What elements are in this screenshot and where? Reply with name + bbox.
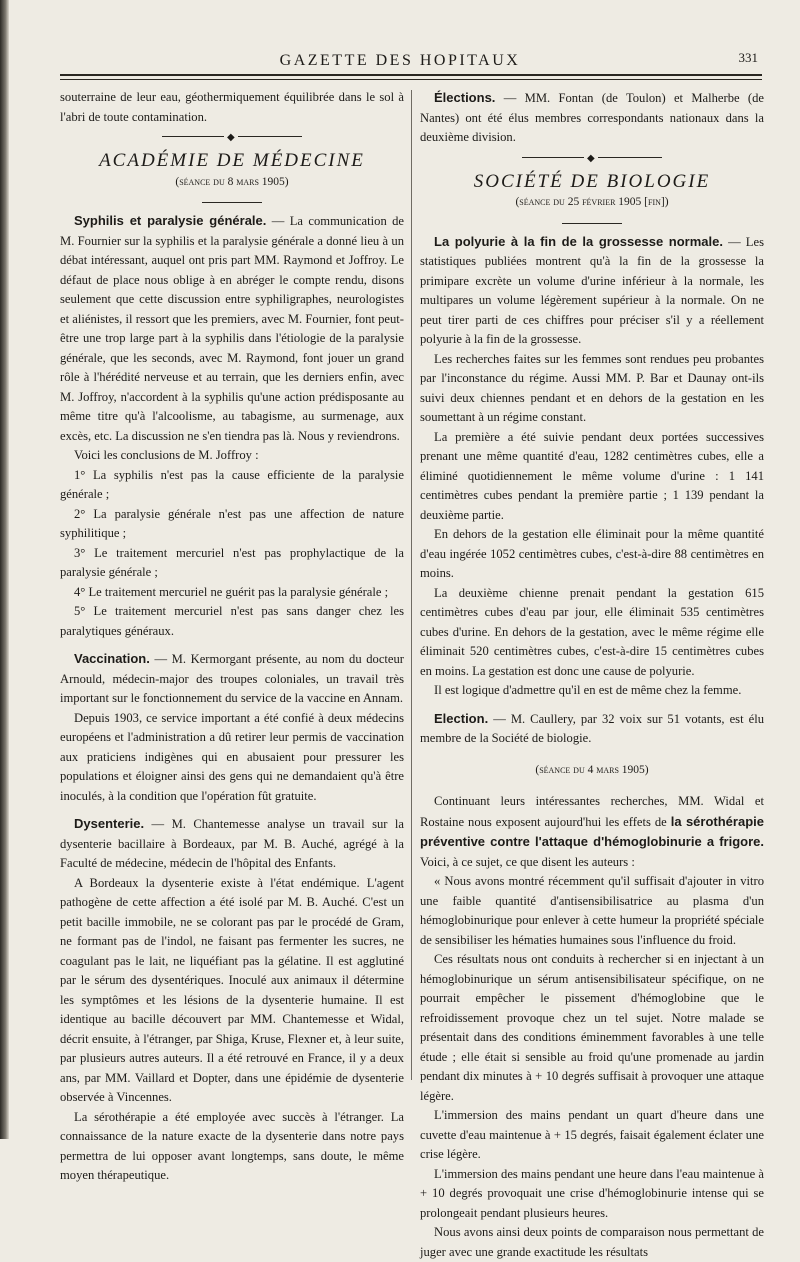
page-number: 331 bbox=[738, 50, 758, 65]
syphilis-heading: Syphilis et paralysie générale. bbox=[74, 213, 267, 228]
page-binding-edge bbox=[0, 0, 9, 1139]
polyurie-paragraph-6: Il est logique d'admettre qu'il en est de même chez la femme. bbox=[434, 683, 742, 697]
header-rule bbox=[60, 74, 762, 76]
header-rule-thin bbox=[60, 79, 762, 80]
right-column bbox=[420, 88, 764, 1262]
section-ornament bbox=[522, 154, 662, 162]
polyurie-paragraph-3: La première a été suivie pendant deux portées successives prenant une même quantité d'eau, 1282 centimètres cubes, elle a éliminé quotidiennement le même volume d'urine : 1 141 centimètres cubes pendant la première partie ; 1 139 pendant la deuxième partie. bbox=[420, 429, 764, 522]
election-paragraph: Election. — M. Caullery, par 32 voix sur 51 votants, est élu membre de la Société de biologie. bbox=[420, 710, 764, 745]
vaccination-paragraph: Vaccination. — M. Kermorgant présente, au nom du docteur Arnould, médecin-major des troupes coloniales, un travail très important sur le fonctionnement du service de la vaccine en Annam. bbox=[60, 651, 404, 705]
vaccination-heading: Vaccination. bbox=[74, 651, 150, 666]
dysenterie-paragraph: Dysenterie. — M. Chantemesse analyse un travail sur la dysenterie bacillaire à Bordeaux, par M. B. Auché, agrégé à la Faculté de médecine, médecin de l'hôpital des Enfants. bbox=[60, 816, 404, 870]
dysenterie-paragraph-3: La sérothérapie a été employée avec succès à l'étranger. La connaissance de la nature exacte de la dysenterie dans notre pays permettra de lui opposer avant longtemps, sans doute, le même moyen thérapeutique. bbox=[60, 1109, 404, 1182]
hemoglobinurie-paragraph-6: Nous avons ainsi deux points de comparaison nous permettant de juger avec une grande exactitude les résultats bbox=[420, 1225, 764, 1259]
polyurie-paragraph-5: La deuxième chienne prenait pendant la gestation 615 centimètres cubes d'eau par jour, elle éliminait 535 centimètres cubes d'urine. En dehors de la gestation, avec le même régime elle éliminait 520 centimètres cubes, c'est-à-dire 15 centimètres cubes en moins. La gestation est donc une cause de polyurie. bbox=[420, 585, 764, 678]
polyurie-heading: La polyurie à la fin de la grossesse normale. bbox=[434, 233, 723, 249]
conclusion-4: 4° Le traitement mercuriel ne guérit pas la paralysie générale ; bbox=[74, 584, 389, 599]
hemoglobinurie-paragraph-2: « Nous avons montré récemment qu'il suffisait d'ajouter in vitro une faible quantité d'antisensibilisatrice au plasma d'un hémoglobinurique pour enlever à cette humeur la propriété spéciale de sensibiliser les hématies humaines sous l'influence du froid. bbox=[420, 874, 764, 947]
polyurie-paragraph-4: En dehors de la gestation elle éliminait pour la même quantité d'eau ingérée 1052 centimètres cubes, c'est-à-dire 88 centimètres en moins. bbox=[420, 527, 764, 580]
academie-session: (séance du 8 mars 1905) bbox=[175, 175, 289, 188]
column-divider bbox=[411, 90, 412, 1080]
conclusion-2: 2° La paralysie générale n'est pas une affection de nature syphilitique ; bbox=[60, 506, 404, 540]
academie-title: ACADÉMIE DE MÉDECINE bbox=[99, 150, 365, 171]
section-rule bbox=[202, 202, 262, 203]
biologie-session: (séance du 25 février 1905 [fin]) bbox=[515, 196, 669, 208]
dysenterie-heading: Dysenterie. bbox=[74, 816, 145, 831]
elections-heading: Élections. bbox=[434, 90, 496, 105]
syphilis-paragraph: Syphilis et paralysie générale. — La communication de M. Fournier sur la syphilis et la paralysie générale a donné lieu à un débat intéressant, auquel ont pris part MM. Raymond et Joffroy. Le défaut de place nous oblige à en abréger le compte rendu, disons seulement que cette discussion entre syphiligraphes, neurologistes et aliénistes, il ressort que les premiers, avec M. Fournier, font peut-être une trop large part à la syphilis dans l'étiologie de la paralysie générale, que les seconds, avec M. Raymond, font jouer un grand rôle à l'hérédité nerveuse et au terrain, que les derniers enfin, avec M. Joffroy, n'accordent à la syphilis qu'une action prédisposante au même titre qu'à l'alcoolisme, au tabagisme, au surmenage, aux excès, etc. La discussion ne s'en tiendra pas là. Nous y reviendrons. bbox=[60, 213, 404, 443]
biologie-title: SOCIÉTÉ DE BIOLOGIE bbox=[473, 170, 711, 192]
session-2-heading: (séance du 4 mars 1905) bbox=[535, 763, 649, 776]
polyurie-paragraph-2: Les recherches faites sur les femmes sont rendues peu probantes par l'inconstance du régime. Aussi MM. P. Bar et Daunay ont-ils suivi deux chiennes pendant et en dehors de la gestation en les soumettant à un régime constant. bbox=[420, 351, 764, 424]
section-ornament bbox=[162, 133, 302, 141]
dysenterie-paragraph-2: A Bordeaux la dysenterie existe à l'état endémique. L'agent pathogène de cette affection a été isolé par M. B. Auché. C'est un petit bacille immobile, ne se colorant pas par le procédé de Gram, ne formant pas de l'indol, ne faisant pas fermenter les sucres, ne coagulant pas le lait, ne liquéfiant pas la gélatine. Il est agglutiné par le sérum des dysentériques. Inoculé aux animaux il détermine les symptômes et les lésions de la dysenterie humaine. Il est identique au bacille découvert par MM. Chantemesse et Widal, décrit ensuite, à l'étranger, par Shiga, Kruse, Flexner et, à leur suite, par plusieurs autres auteurs. Il a été retrouvé en France, il y a deux ans, par MM. Vaillard et Dopter, dans une épidémie de dysenterie observée à Vincennes. bbox=[60, 875, 404, 1104]
hemoglobinurie-paragraph-5: L'immersion des mains pendant une heure dans l'eau maintenue à + 10 degrés provoquait une crise d'hémoglobinurie intense qui se prolongeait pendant plusieurs heures. bbox=[420, 1166, 764, 1220]
conclusion-3: 3° Le traitement mercuriel n'est pas prophylactique de la paralysie générale ; bbox=[60, 545, 404, 579]
journal-title: GAZETTE DES HOPITAUX bbox=[279, 52, 521, 69]
conclusion-5: 5° Le traitement mercuriel n'est pas sans danger chez les paralytiques généraux. bbox=[60, 604, 404, 638]
hemoglobinurie-paragraph-3: Ces résultats nous ont conduits à rechercher si en injectant à un hémoglobinurique un sérum antisensibilisateur spécifique, on ne pourrait empêcher le pissement d'hémoglobine que le refroidissement provoque chez un tel sujet. Notre malade se présentait dans des conditions éminemment favorables à une telle étude ; elle était si sensible au froid qu'une promenade au jardin pendant dix minutes à + 10 degrés suffisait à provoquer une attaque légère. bbox=[420, 952, 764, 1103]
polyurie-paragraph: La polyurie à la fin de la grossesse normale. — Les statistiques publiées montrent qu'à la fin de la grossesse la primipare excrète un volume d'urine inférieur à la normale, les multipares un volume légèrement supérieur à la normale. On ne peut tirer parti de ces chiffres pour préciser s'il y a réellement polyurie à la fin de la grossesse. bbox=[420, 233, 764, 346]
conclusion-1: 1° La syphilis n'est pas la cause efficiente de la paralysie générale ; bbox=[60, 467, 404, 501]
hemoglobinurie-paragraph-4: L'immersion des mains pendant un quart d'heure dans une cuvette d'eau maintenue à + 15 degrés, faisait également éclater une crise légère. bbox=[420, 1108, 764, 1161]
election-heading: Election. bbox=[434, 710, 489, 726]
intro-paragraph: souterraine de leur eau, géothermiquement équilibrée dans le sol à l'abri de toute contamination. bbox=[60, 90, 404, 124]
elections-paragraph: Élections. — MM. Fontan (de Toulon) et Malherbe (de Nantes) ont été élus membres correspondants nationaux dans la deuxième division. bbox=[420, 90, 764, 144]
vaccination-paragraph-2: Depuis 1903, ce service important a été confié à deux médecins européens et l'administration a dû retirer leur permis de vaccination aux praticiens indigènes qui en abusaient pour pressurer les populations et éloigner ainsi des gens qui ne demandaient qu'à être inoculés, à la condition que l'opération fût gratuite. bbox=[60, 710, 404, 803]
hemoglobinurie-heading: la sérothérapie préventive contre l'attaque d'hémoglobinurie a frigore. bbox=[420, 813, 764, 849]
conclusions-intro: Voici les conclusions de M. Joffroy : bbox=[74, 448, 259, 462]
section-rule bbox=[562, 223, 622, 224]
hemoglobinurie-paragraph: Continuant leurs intéressantes recherches, MM. Widal et Rostaine nous exposent aujourd'hui les effets de la sérothérapie préventive contre l'attaque d'hémoglobinurie a frigore. Voici, à ce sujet, ce que disent les auteurs : bbox=[420, 794, 764, 869]
left-column bbox=[60, 88, 404, 1186]
